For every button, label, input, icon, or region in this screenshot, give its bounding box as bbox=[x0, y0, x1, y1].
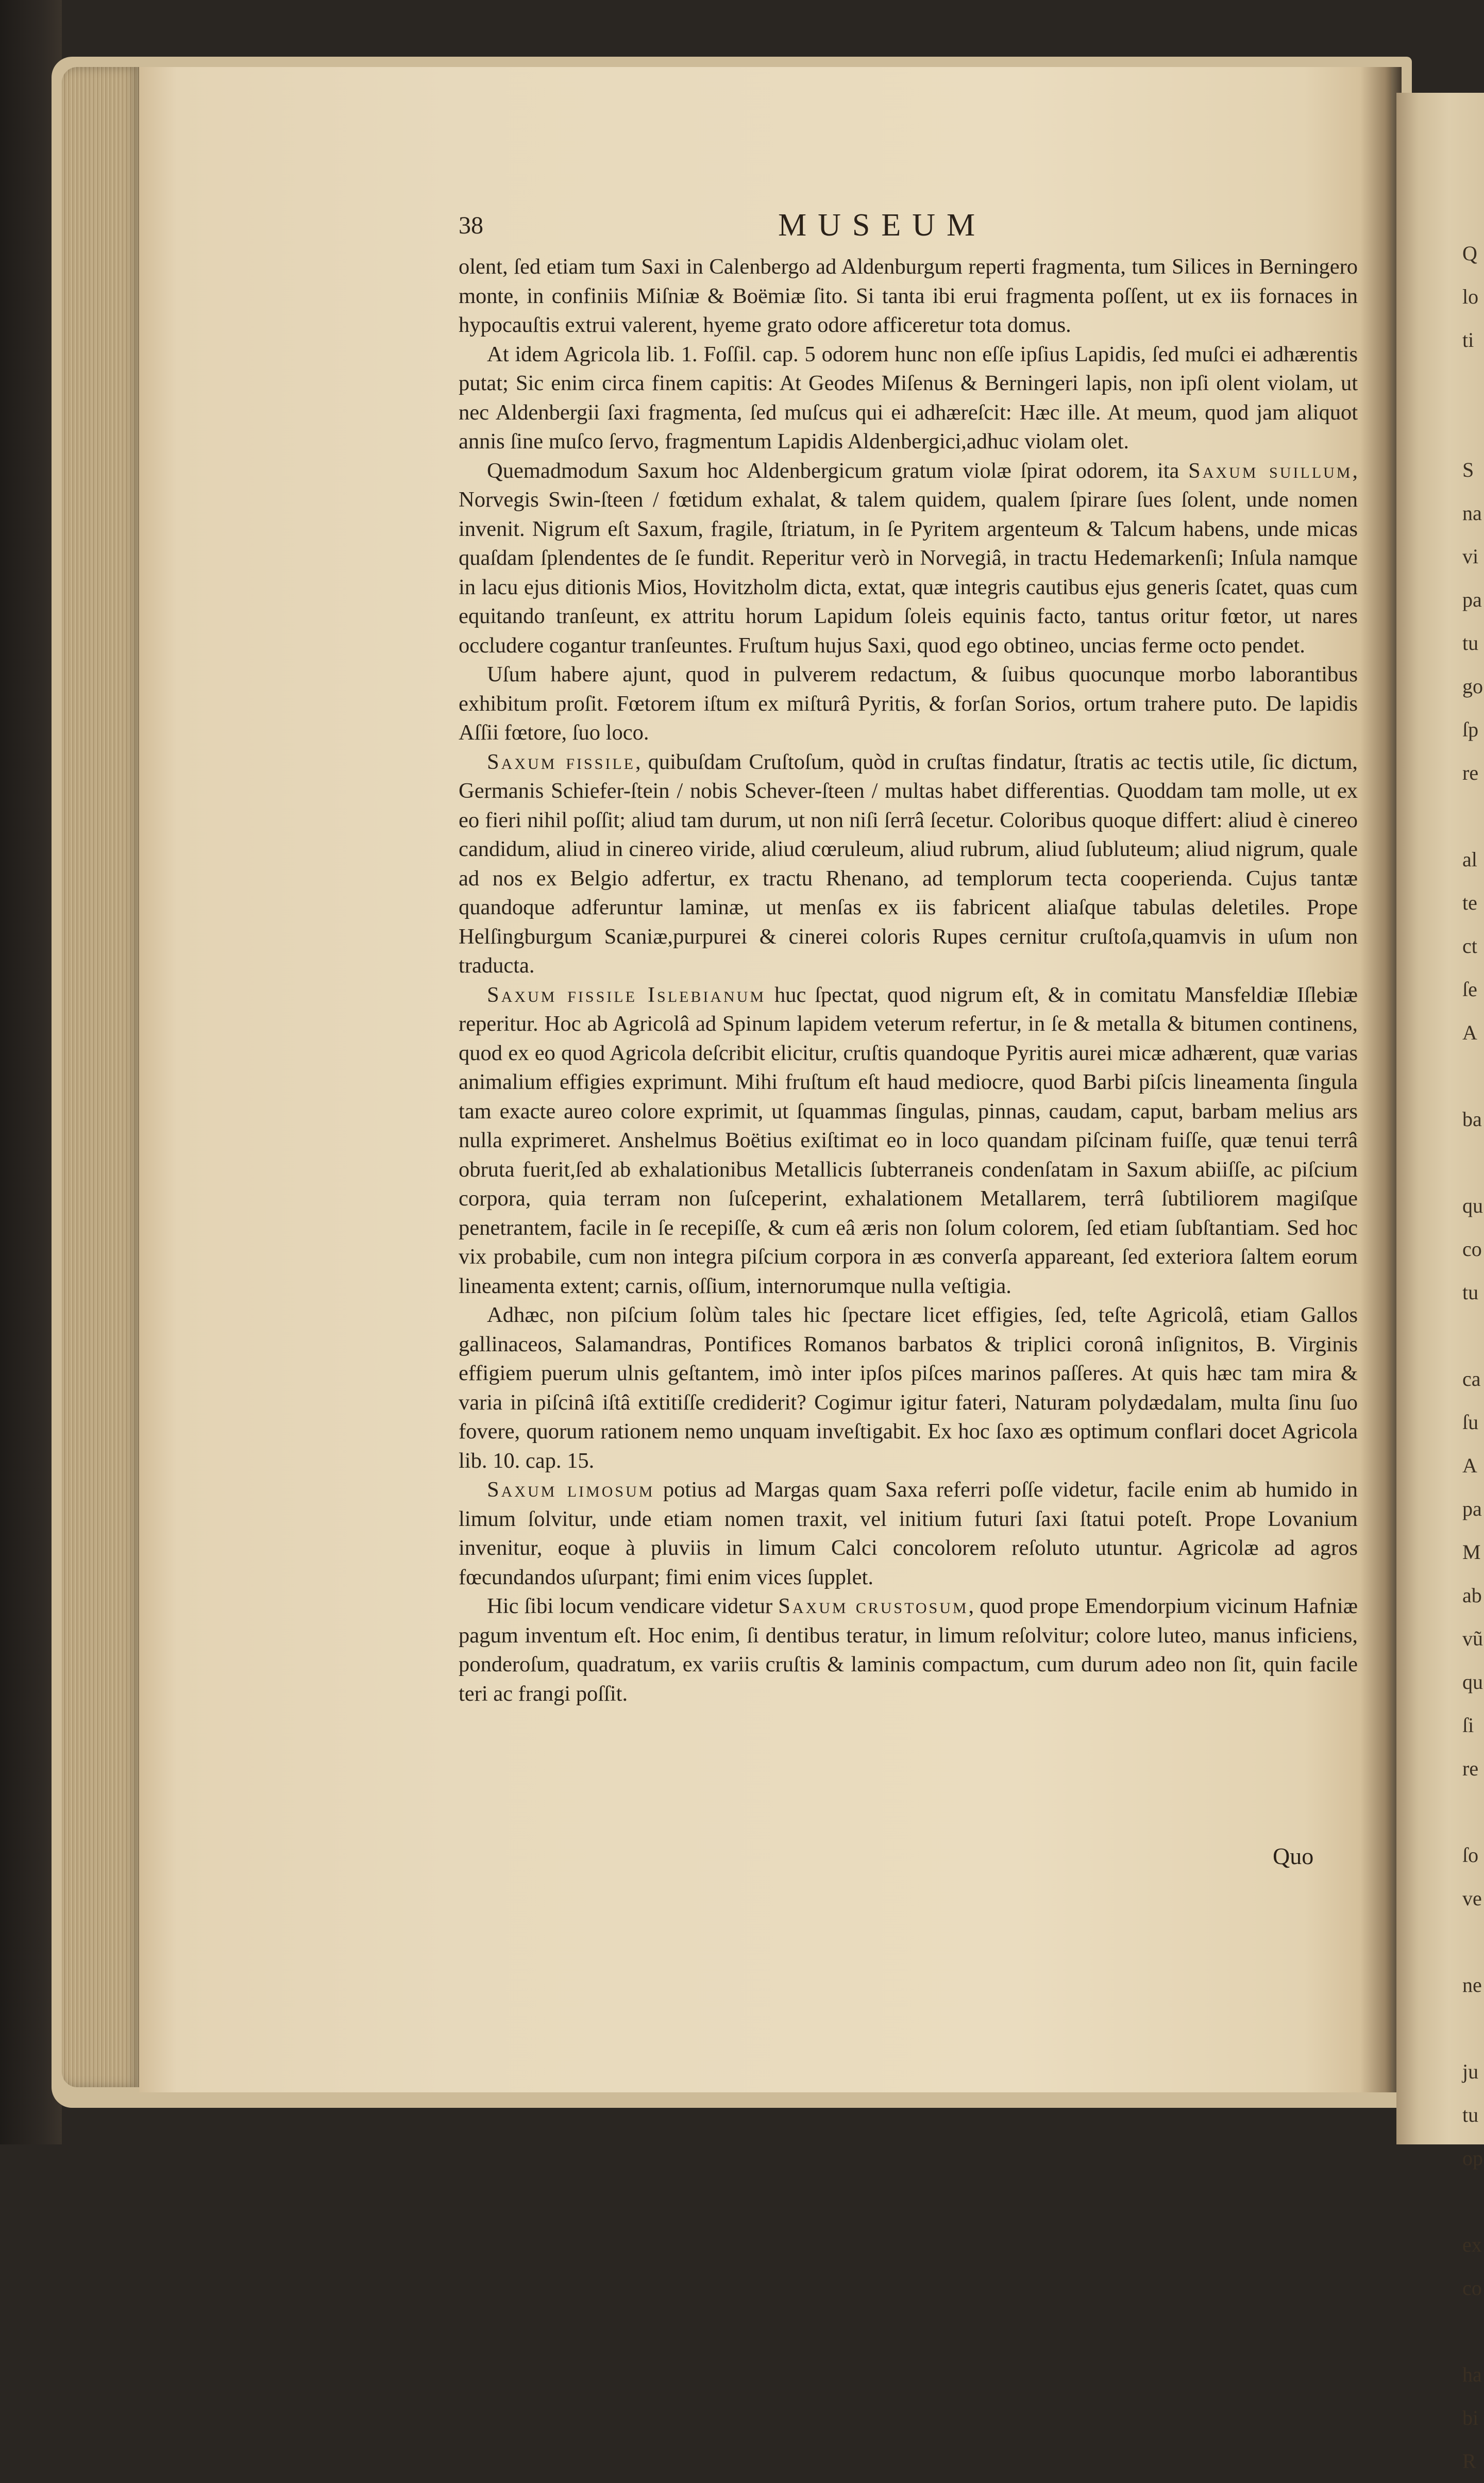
paragraph-6-text-b: huc ſpectat, quod nigrum eſt, & in comitatu Mansfeldiæ Iſlebiæ reperitur. Hoc ab Agricolâ ad Spinum lapidem veterum refertur, in ſe & metalla & bitumen continens, quod ex eo quod Agricola deſcribit elicitur, cruſtis quandoque Pyritis aurei micæ adhærent, quæ varias animalium effigies exprimunt. Mihi fruſtum eſt haud mediocre, quod Barbi piſcis lineamenta ſingula tam exacte aureo colore exprimit, ut ſquammas ſingulas, pinnas, caudam, caput, barbam melius ars nulla exprimeret. Anshelmus Boëtius exiſtimat eo in loco quandam piſcinam fuiſſe, quæ tenui terrâ obruta fuerit,ſed ab exhalationibus Metallicis ſubterraneis condenſatam in Saxum abiiſſe, ac piſcium corpora, quia terram non ſuſceperint, exhalationem Metallarem, terrâ ſubtiliorem magiſque penetrantem, facile in ſe recepiſſe, & cum eâ æris non ſolum colorem, ſed etiam ſubſtantiam. Sed hoc vix probabile, cum non integra piſcium corpora in æs converſa appareant, ſed exteriora ſaltem eorum lineamenta extent; carnis, oſſium, internorumque nulla veſtigia. bbox=[459, 982, 1358, 1298]
paragraph-9-text-a: Hic ſibi locum vendicare videtur bbox=[487, 1594, 779, 1618]
text-body bbox=[459, 253, 1358, 1708]
paragraph-8-text-b: potius ad Margas quam Saxa referri poſſe videtur, facile enim ab humido in limum ſolvitur, unde etiam nomen traxit, vel initium futuri ſaxi ſtatui poteſt. Prope Lovanium invenitur, eoque à pluviis in limum Calci concolorem reſoluto utuntur. Agricolæ ad agros fœcundandos uſurpant; fimi enim vices ſupplet. bbox=[459, 1478, 1358, 1589]
gutter-shadow bbox=[1360, 67, 1402, 2092]
paragraph-7: Adhæc, non piſcium ſolùm tales hic ſpectare licet effigies, ſed, teſte Agricolâ, etiam Gallos gallinaceos, Salamandras, Pontifices Romanos barbatos & triplici coronâ inſignitos, B. Virginis effigiem puerum ulnis geſtantem, imò inter ipſos piſces marinos paſſeres. At quis hæc tam mira & varia in piſcinâ iſtâ extitiſſe crediderit? Cogimur igitur fateri, Naturam polydædalam, multa ſinu ſuo fovere, quorum rationem nemo unquam inveſtigabit. Ex hoc ſaxo æs optimum conflari docet Agricola lib. 10. cap. 15. bbox=[459, 1303, 1358, 1473]
term-saxum-limosum: Saxum limosum bbox=[487, 1478, 655, 1502]
page-number: 38 bbox=[459, 212, 483, 239]
catchword: Quo bbox=[1273, 1843, 1314, 1869]
paragraph-3-text-a: Quemadmodum Saxum hoc Aldenbergicum gratum violæ ſpirat odorem, ita bbox=[487, 458, 1189, 483]
paragraph-3 bbox=[459, 457, 1358, 661]
paragraph-9-text-b: , quod prope Emendorpium vicinum Hafniæ pagum inventum eſt. Hoc enim, ſi dentibus teratur, in limum reſolvitur; colore luteo, manus inficiens, ponderoſum, quadratum, ex variis cruſtis & laminis compactum, cum durum adeo non ſit, quin facile teri ac frangi poſſit. bbox=[459, 1594, 1358, 1706]
term-saxum-crustosum: Saxum crustosum bbox=[778, 1594, 969, 1618]
paragraph-8 bbox=[459, 1475, 1358, 1592]
paragraph-3-text-b: , Norvegis Swin-ſteen / fœtidum exhalat, & talem quidem, qualem ſpirare ſues ſolent, unde nomen invenit. Nigrum eſt Saxum, fragile, ſtriatum, in ſe Pyritem argenteum & Talcum habens, unde micas quaſdam ſplendentes de ſe fundit. Reperitur verò in Norvegiâ, in tractu Hedemarkenſi; Inſula namque in lacu ejus ditionis Mios, Hovitzholm dicta, extat, quæ integris cautibus ejus generis ſcatet, quas cum equitando tranſeunt, ex attritu horum Lapidum ſoleis equinis facto, tantus oritur fœtor, ut nares occludere cogantur tranſeuntes. Fruſtum hujus Saxi, quod ego obtineo, uncias ferme octo pendet. bbox=[459, 458, 1358, 658]
header-title: MUSEUM bbox=[778, 208, 987, 243]
paragraph-6 bbox=[459, 981, 1358, 1301]
running-head bbox=[459, 208, 1386, 253]
page-edges bbox=[62, 67, 139, 2087]
paragraph-5 bbox=[459, 748, 1358, 981]
term-saxum-fissile: Saxum fissile bbox=[487, 749, 635, 774]
term-saxum-suillum: Saxum suillum bbox=[1188, 458, 1353, 483]
paragraph-5-text-b: , quibuſdam Cruſtoſum, quòd in cruſtas findatur, ſtratis ac tectis utile, ſic dictum, Germanis Schiefer-ſtein / nobis Schever-ſteen / multas habet differentias. Quoddam tam molle, ut ex eo fieri nihil poſſit; aliud tam durum, ut non niſi ſerrâ ſecetur. Coloribus quoque differt: aliud è cinereo candidum, aliud in cinereo viride, aliud cœruleum, aliud rubrum, aliud ſubluteum; aliud nigrum, quale ad nos ex Belgio adfertur, ex tractu Rhenano, ad templorum tecta cooperienda. Cujus tantæ quandoque adferuntur laminæ, ut menſas ex iis fabricent aliaſque tabulas deletiles. Prope Helſingburgum Scaniæ,purpurei & cinerei coloris Rupes cernitur cruſtoſa,quamvis in uſum non traducta. bbox=[459, 749, 1358, 978]
right-page-text-fragments: Q lo ti S na vi pa tu go ſp re al te ct ſe A ba qu co tu ca ſu A pa M ab vũ qu ſi re ſo ve ne ju tu op ex co ha bi R bbox=[1462, 242, 1483, 2473]
paragraph-4: Uſum habere ajunt, quod in pulverem redactum, & ſuibus quocunque morbo laborantibus exhibitum proſit. Fœtorem iſtum ex miſturâ Pyritis, & forſan Sorios, ortum trahere puto. De lapidis Aſſii fœtore, ſuo loco. bbox=[459, 662, 1358, 745]
paragraph-2: At idem Agricola lib. 1. Foſſil. cap. 5 odorem hunc non eſſe ipſius Lapidis, ſed muſci ei adhærentis putat; Sic enim circa finem capitis: At Geodes Miſenus & Berningeri lapis, non ipſi olent violam, ut nec Aldenbergii ſaxi fragmenta, ſed muſcus qui ei adhæreſcit: Hæc ille. At meum, quod jam aliquot annis ſine muſco ſervo, fragmentum Lapidis Aldenbergici,adhuc violam olet. bbox=[459, 342, 1358, 454]
term-saxum-fissile-islebianum: Saxum fissile Islebianum bbox=[487, 982, 766, 1007]
paragraph-1: olent, ſed etiam tum Saxi in Calenbergo ad Aldenburgum reperti fragmenta, tum Silices in Berningero monte, in confiniis Miſniæ & Boëmiæ ſito. Si tanta ibi erui fragmenta poſſent, ut ex iis fornaces in hypocauſtis extrui valerent, hyeme grato odore afficeretur tota domus. bbox=[459, 255, 1358, 337]
paragraph-9 bbox=[459, 1592, 1358, 1708]
